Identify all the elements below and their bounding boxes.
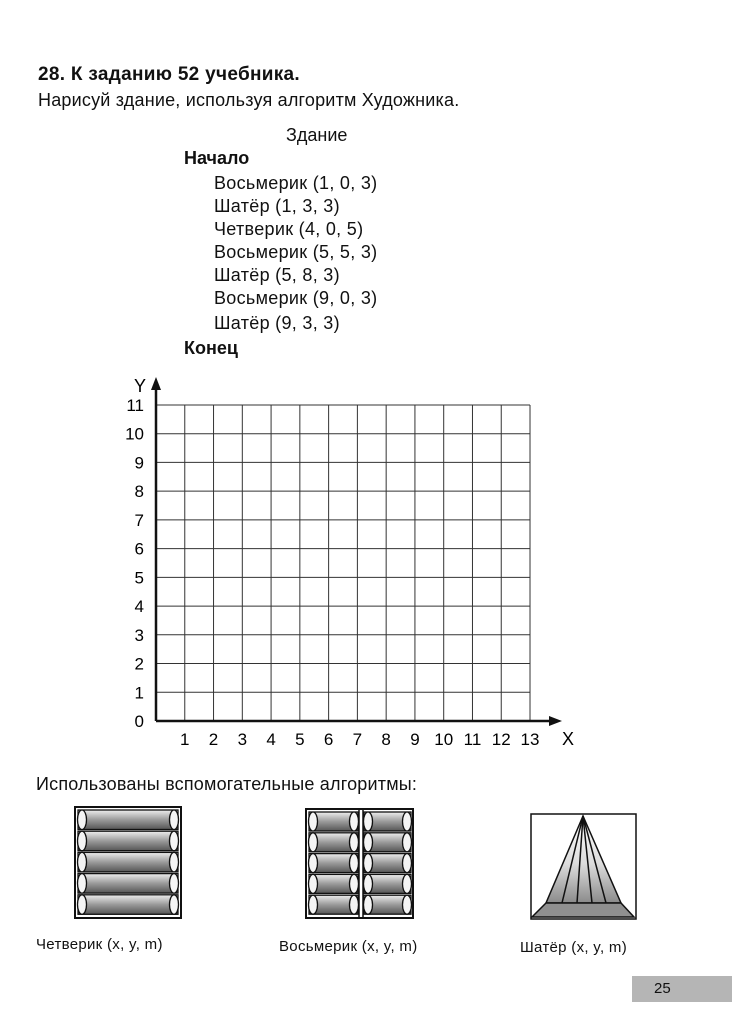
grid-lines [156,405,530,721]
y-axis-arrow-icon [151,377,161,390]
x-tick-label: 5 [295,730,305,749]
y-tick-label: 3 [134,625,144,645]
exercise-title: 28. К заданию 52 учебника. [38,64,300,85]
y-tick-label: 11 [126,395,144,415]
log-stack-icon [74,806,184,920]
helper-caption: Восьмерик (x, y, m) [279,938,418,955]
page-number-bar [632,976,732,1002]
algorithm-line: Шатёр (9, 3, 3) [214,313,340,333]
tent-roof-icon [530,813,638,921]
x-tick-label: 3 [237,730,248,749]
x-tick-label: 6 [323,730,334,749]
algorithm-begin: Начало [184,148,250,168]
x-axis-arrow-icon [549,716,562,726]
y-tick-label: 6 [134,539,144,559]
x-tick-label: 9 [410,730,420,749]
y-tick-label: 10 [125,424,144,444]
x-tick-label: 7 [352,730,363,749]
y-tick-label: 2 [134,654,144,674]
coordinate-grid [0,360,600,760]
page-number: 25 [654,980,671,997]
x-axis-label: X [562,729,575,749]
y-tick-label: 9 [134,453,144,473]
algorithm-line: Восьмерик (9, 0, 3) [214,288,378,308]
x-tick-label: 10 [434,730,454,749]
algorithm-line: Восьмерик (5, 5, 3) [214,242,378,262]
y-tick-labels [125,396,144,731]
algorithm-end: Конец [184,338,238,358]
y-tick-label: 7 [134,510,144,530]
algorithm-line: Шатёр (5, 8, 3) [214,265,340,285]
y-tick-label: 4 [134,597,144,617]
y-tick-label: 5 [134,568,144,588]
helper-caption: Четверик (x, y, m) [36,936,163,953]
x-tick-label: 13 [520,730,540,749]
x-tick-label: 8 [381,730,391,749]
x-tick-label: 4 [266,730,276,749]
algorithm-name: Здание [286,125,348,145]
y-tick-label: 0 [134,712,144,731]
y-tick-label: 1 [134,683,144,703]
y-tick-label: 8 [134,482,144,502]
helper-caption: Шатёр (x, y, m) [520,939,628,956]
algorithm-line: Шатёр (1, 3, 3) [214,196,340,216]
algorithm-line: Четверик (4, 0, 5) [214,219,364,239]
algorithm-line: Восьмерик (1, 0, 3) [214,173,378,193]
x-tick-label: 1 [180,730,190,749]
x-tick-label: 12 [491,730,511,749]
x-tick-label: 2 [208,730,219,749]
helpers-heading: Использованы вспомогательные алгоритмы: [36,774,418,794]
y-axis-label: Y [134,376,147,396]
exercise-instruction: Нарисуй здание, используя алгоритм Художника. [38,90,460,110]
x-tick-label: 11 [463,730,482,749]
x-tick-labels [180,730,539,749]
double-log-stack-icon [305,808,415,920]
